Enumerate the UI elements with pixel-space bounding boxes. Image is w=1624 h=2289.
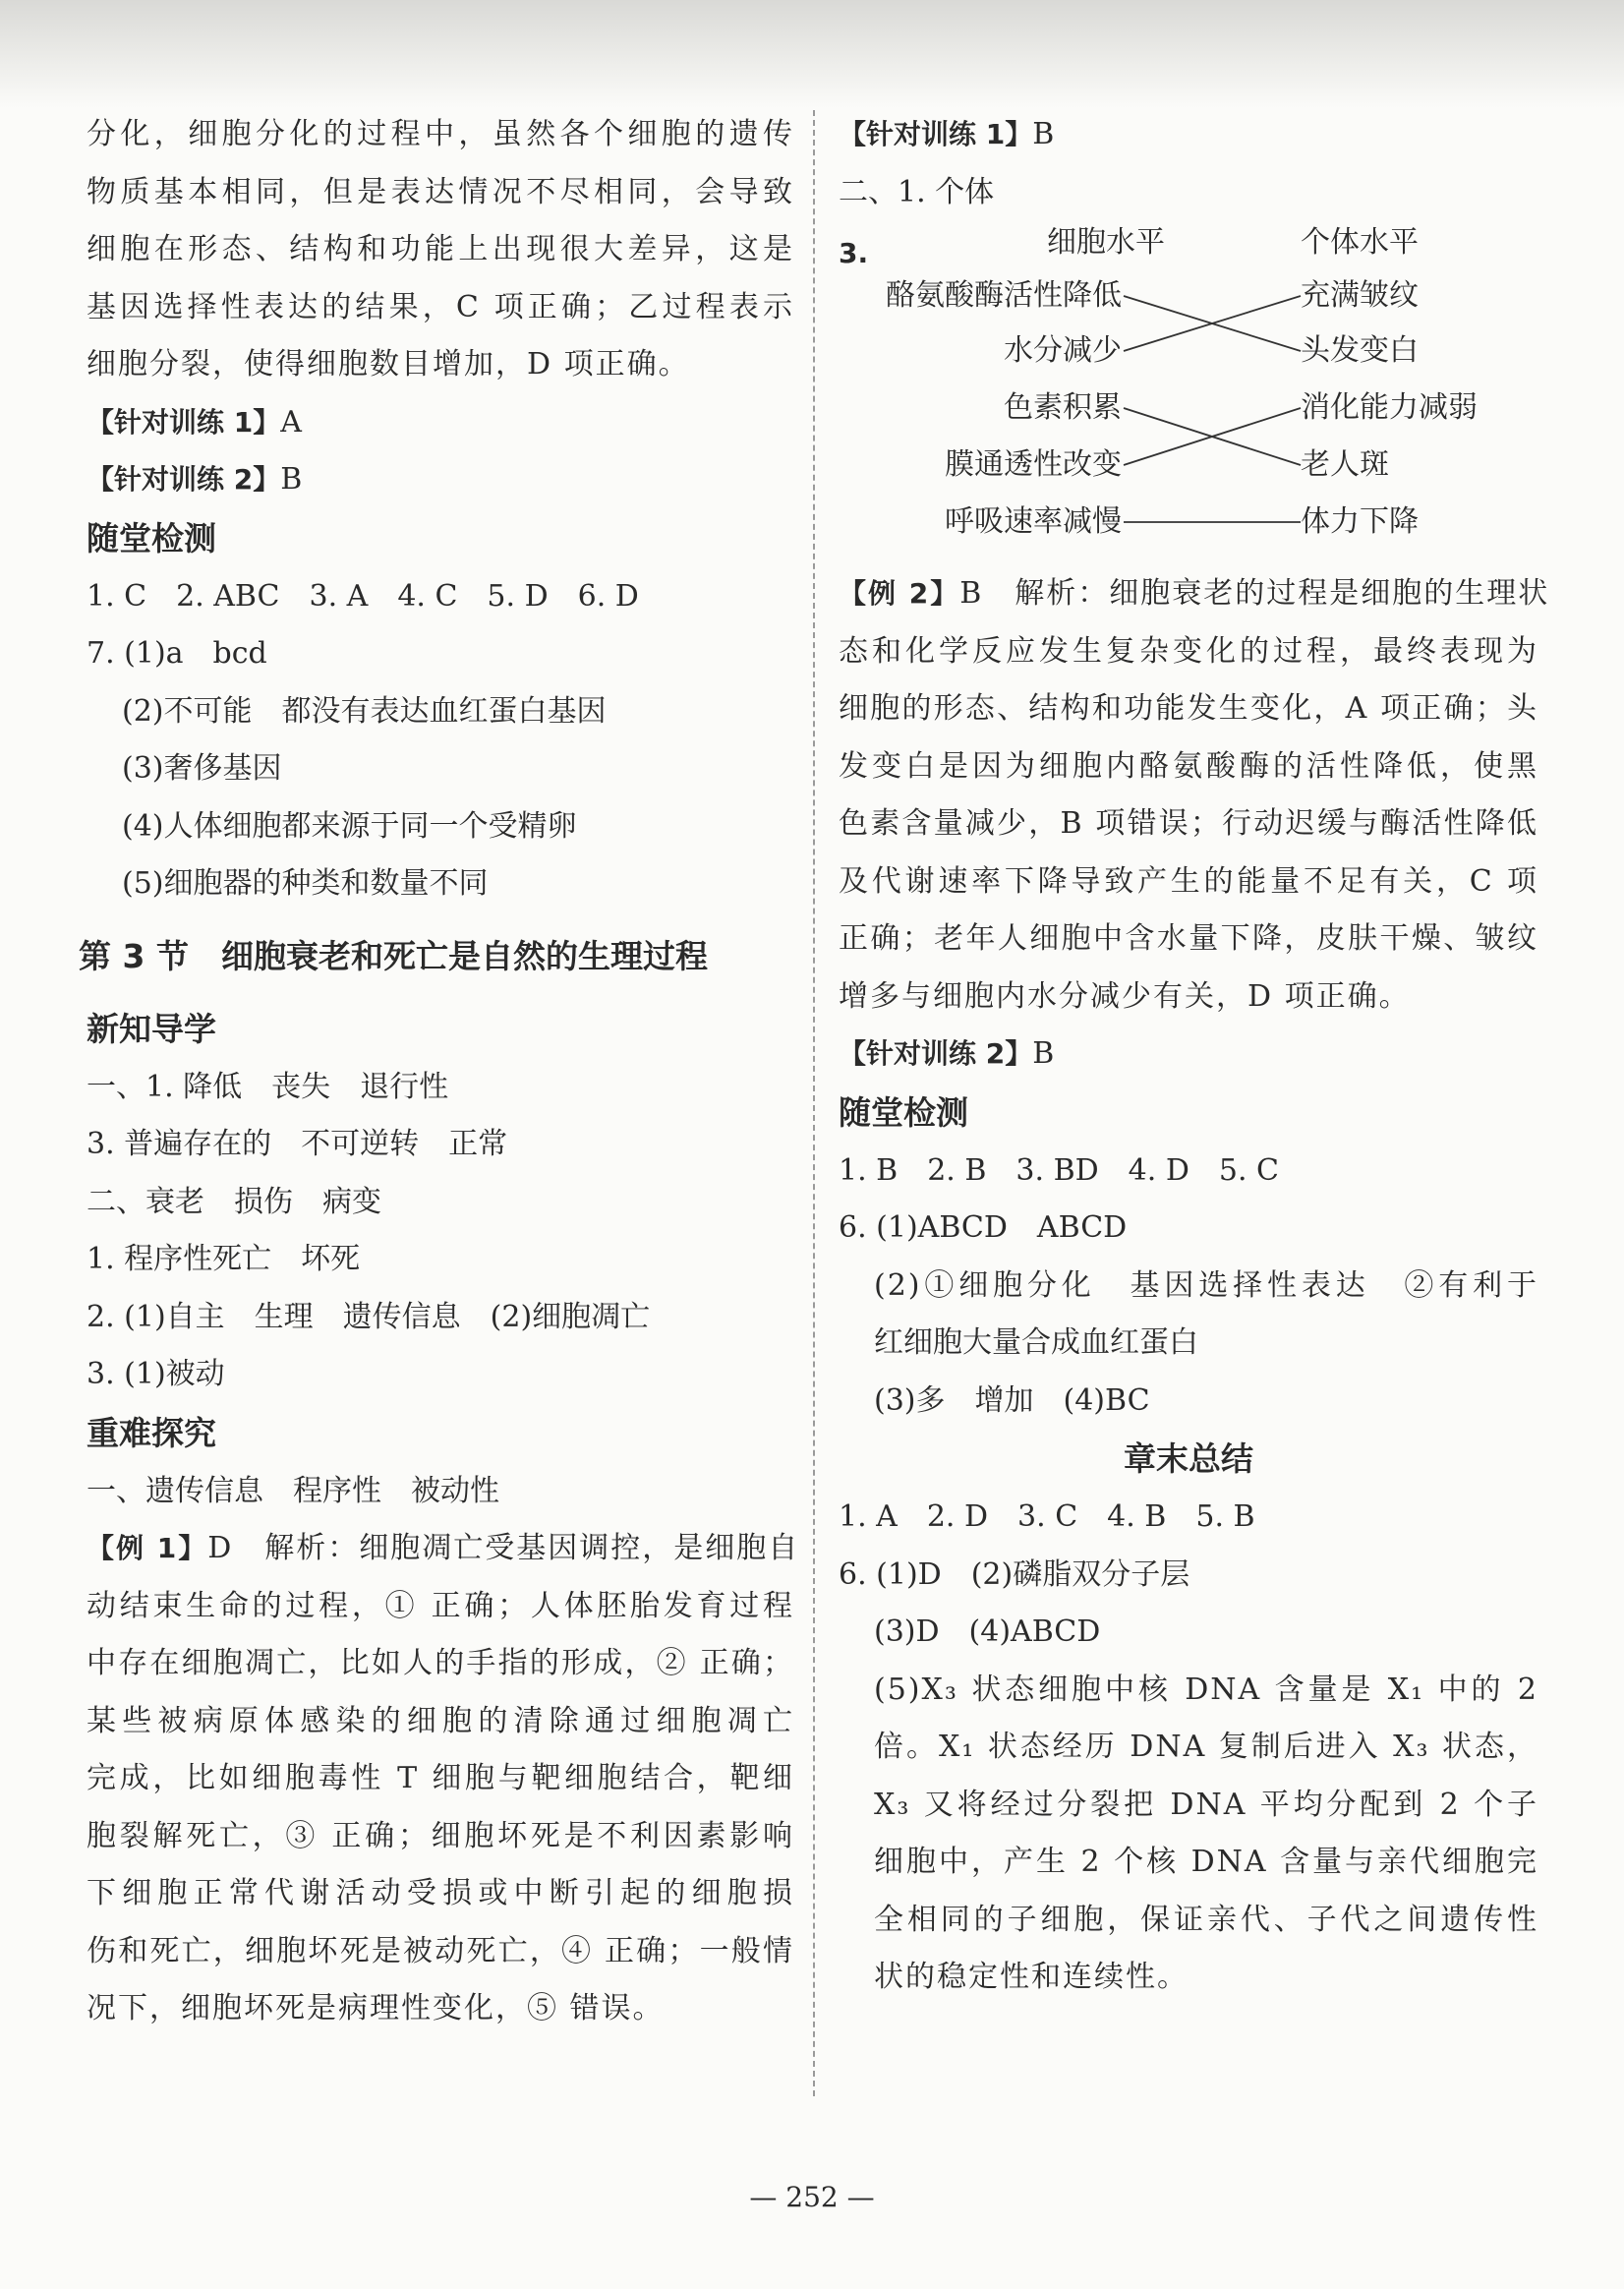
example-1-text: D 解析：细胞凋亡受基因调控，是细胞自: [207, 1531, 800, 1565]
training-2-label: 【针对训练 2】: [839, 1037, 1033, 1070]
q6-line: 6. (1)ABCD ABCD: [839, 1210, 1128, 1245]
training-2-answer: B: [280, 462, 303, 497]
matching-diagram: [839, 223, 1538, 565]
q6-line: 红细胞大量合成血红蛋白: [874, 1325, 1198, 1360]
q6-line: (2)①细胞分化 基因选择性表达 ②有利于: [874, 1267, 1538, 1303]
section-title: 第 3 节 细胞衰老和死亡是自然的生理过程: [79, 936, 708, 975]
training-1-label: 【针对训练 1】: [839, 118, 1033, 150]
answer-line: 1. 程序性死亡 坏死: [87, 1242, 361, 1276]
answer-line: 二、1. 个体: [839, 174, 995, 209]
column-divider: [813, 110, 815, 2096]
summary-q6-line: (5)X₃ 状态细胞中核 DNA 含量是 X₁ 中的 2: [874, 1672, 1538, 1707]
summary-q6-line: 状的稳定性和连续性。: [874, 1960, 1189, 1994]
hard-topic-heading: 重难探究: [87, 1413, 216, 1452]
text-line: 及代谢速率下降导致产生的能量不足有关，C 项: [839, 863, 1538, 899]
answer-line: 一、遗传信息 程序性 被动性: [87, 1473, 499, 1508]
summary-q6-line: 全相同的子细胞，保证亲代、子代之间遗传性: [874, 1902, 1538, 1937]
text-line: 细胞分裂，使得细胞数目增加，D 项正确。: [87, 347, 690, 382]
quiz-heading: 随堂检测: [839, 1092, 968, 1132]
text-line: 增多与细胞内水分减少有关，D 项正确。: [839, 978, 1411, 1014]
training-2-answer: B: [1032, 1036, 1055, 1071]
new-knowledge-heading: 新知导学: [87, 1009, 216, 1048]
text-line: 细胞的形态、结构和功能发生变化，A 项正确；头: [839, 691, 1538, 726]
text-line: 下细胞正常代谢活动受损或中断引起的细胞损: [87, 1876, 794, 1910]
quiz-answers: 1. C 2. ABC 3. A 4. C 5. D 6. D: [87, 578, 639, 614]
training-2: [839, 1026, 1538, 1084]
match-right-header: 个体水平: [1301, 225, 1419, 260]
text-line: 胞裂解死亡，③ 正确；细胞坏死是不利因素影响: [87, 1818, 794, 1853]
summary-answers: 1. A 2. D 3. C 4. B 5. B: [839, 1499, 1255, 1534]
text-line: 色素含量减少，B 项错误；行动迟缓与酶活性降低: [839, 806, 1538, 841]
training-2: [87, 451, 794, 509]
text-line: 细胞在形态、结构和功能上出现很大差异，这是: [87, 232, 794, 266]
match-left-item: 呼吸速率减慢: [945, 504, 1122, 539]
training-1: [87, 394, 794, 452]
summary-q6-line: (3)D (4)ABCD: [874, 1614, 1101, 1649]
q7-line: (2)不可能 都没有表达血红蛋白基因: [122, 693, 607, 729]
text-line: 正确；老年人细胞中含水量下降，皮肤干燥、皱纹: [839, 921, 1538, 956]
match-left-item: 水分减少: [1004, 333, 1122, 368]
example-1-first-line: [87, 1520, 800, 1578]
training-2-label: 【针对训练 2】: [87, 463, 281, 496]
scan-top-shadow: [0, 0, 1624, 108]
text-line: 动结束生命的过程，① 正确；人体胚胎发育过程: [87, 1588, 794, 1623]
answer-line: 二、衰老 损伤 病变: [87, 1184, 381, 1219]
match-right-item: 充满皱纹: [1301, 278, 1419, 313]
summary-q6-line: 倍。X₁ 状态经历 DNA 复制后进入 X₃ 状态，: [874, 1730, 1538, 1764]
match-number: 3.: [839, 237, 869, 269]
example-2-first-line: [839, 565, 1550, 623]
training-1-answer: A: [280, 404, 302, 440]
q7-line: (4)人体细胞都来源于同一个受精卵: [122, 808, 577, 844]
page-number: — 252 —: [749, 2181, 875, 2213]
match-left-item: 膜通透性改变: [945, 447, 1122, 482]
match-left-item: 酪氨酸酶活性降低: [886, 278, 1122, 313]
q7-line: (3)奢侈基因: [122, 751, 282, 786]
match-right-item: 消化能力减弱: [1301, 390, 1478, 425]
training-1-answer: B: [1032, 117, 1055, 151]
match-left-header: 细胞水平: [1047, 225, 1165, 260]
text-line: 基因选择性表达的结果，C 项正确；乙过程表示: [87, 289, 794, 324]
left-column: [79, 106, 800, 2038]
answer-line: 3. 普遍存在的 不可逆转 正常: [87, 1127, 508, 1161]
example-2-text: B 解析：细胞衰老的过程是细胞的生理状: [959, 576, 1550, 611]
q6-line: (3)多 增加 (4)BC: [874, 1382, 1150, 1418]
text-line: 某些被病原体感染的细胞的清除通过细胞凋亡: [87, 1703, 794, 1738]
training-1-label: 【针对训练 1】: [87, 405, 281, 439]
right-column: [839, 106, 1550, 2007]
text-line: 伤和死亡，细胞坏死是被动死亡，④ 正确；一般情: [87, 1933, 794, 1968]
quiz-answers: 1. B 2. B 3. BD 4. D 5. C: [839, 1152, 1279, 1188]
match-left-item: 色素积累: [1004, 390, 1122, 425]
chapter-summary-heading: 章末总结: [1124, 1439, 1253, 1478]
answer-line: 一、1. 降低 丧失 退行性: [87, 1069, 449, 1104]
training-1: [839, 106, 1538, 164]
example-2-label: 【例 2】: [839, 577, 960, 610]
quiz-heading: 随堂检测: [87, 518, 216, 558]
text-line: 发变白是因为细胞内酪氨酸酶的活性降低，使黑: [839, 748, 1538, 784]
match-right-item: 体力下降: [1301, 504, 1419, 539]
answer-line: 2. (1)自主 生理 遗传信息 (2)细胞凋亡: [87, 1299, 651, 1334]
q7-line: (5)细胞器的种类和数量不同: [122, 866, 489, 901]
summary-q6-line: 6. (1)D (2)磷脂双分子层: [839, 1556, 1190, 1592]
match-right-item: 头发变白: [1301, 333, 1419, 368]
match-right-item: 老人斑: [1301, 447, 1389, 482]
answer-line: 3. (1)被动: [87, 1357, 225, 1391]
q7-line: 7. (1)a bcd: [87, 636, 267, 671]
example-1-label: 【例 1】: [87, 1532, 208, 1564]
text-line: 态和化学反应发生复杂变化的过程，最终表现为: [839, 633, 1538, 669]
text-line: 中存在细胞凋亡，比如人的手指的形成，② 正确；: [87, 1646, 794, 1680]
text-line: 物质基本相同，但是表达情况不尽相同，会导致: [87, 174, 794, 209]
text-line: 分化，细胞分化的过程中，虽然各个细胞的遗传: [87, 117, 794, 151]
summary-q6-line: X₃ 又将经过分裂把 DNA 平均分配到 2 个子: [874, 1787, 1538, 1822]
text-line: 况下，细胞坏死是病理性变化，⑤ 错误。: [87, 1991, 665, 2025]
text-line: 完成，比如细胞毒性 T 细胞与靶细胞结合，靶细: [87, 1761, 794, 1795]
summary-q6-line: 细胞中，产生 2 个核 DNA 含量与亲代细胞完: [874, 1845, 1538, 1879]
